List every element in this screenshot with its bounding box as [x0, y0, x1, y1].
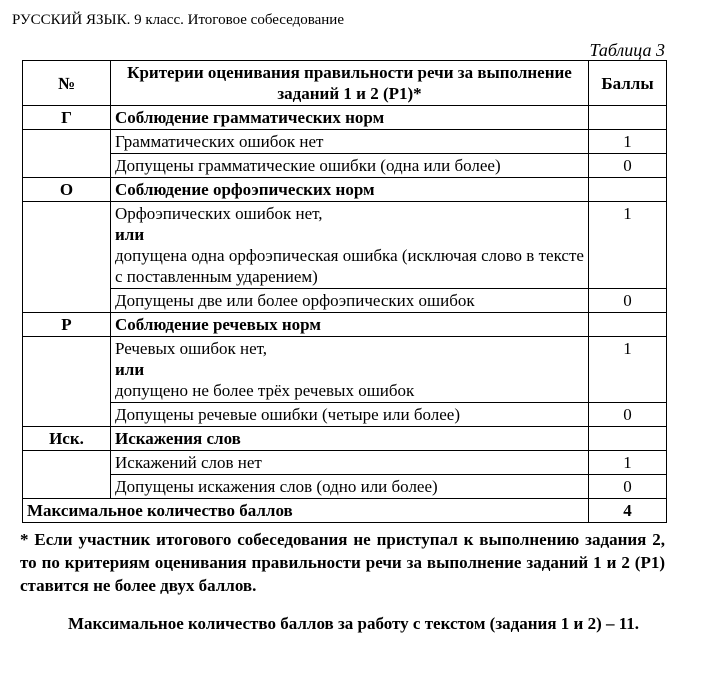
section-code: Иск. [23, 427, 111, 451]
criterion-line: Допущены грамматические ошибки (одна или более) [115, 156, 501, 175]
criterion-row [23, 289, 667, 313]
section-points-empty [589, 178, 667, 202]
section-title: Соблюдение орфоэпических норм [111, 178, 589, 202]
criterion-text [111, 475, 589, 499]
max-score-row [23, 499, 667, 523]
code-spacer [23, 202, 111, 313]
code-spacer [23, 451, 111, 499]
criterion-points: 1 [589, 337, 667, 403]
criterion-row [23, 202, 667, 289]
criterion-text [111, 130, 589, 154]
criterion-points: 0 [589, 403, 667, 427]
criterion-row [23, 130, 667, 154]
criterion-row [23, 403, 667, 427]
criterion-line-or: или [115, 225, 145, 244]
criterion-points: 1 [589, 451, 667, 475]
section-points-empty [589, 106, 667, 130]
criterion-row [23, 337, 667, 403]
section-points-empty [589, 313, 667, 337]
criterion-line: Искажений слов нет [115, 453, 262, 472]
criterion-line: Речевых ошибок нет, [115, 339, 268, 358]
section-code: О [23, 178, 111, 202]
section-row-speech [23, 313, 667, 337]
section-row-distortion [23, 427, 667, 451]
section-title: Искажения слов [111, 427, 589, 451]
criterion-line: Грамматических ошибок нет [115, 132, 324, 151]
criterion-line: Орфоэпических ошибок нет, [115, 204, 323, 223]
criterion-text [111, 289, 589, 313]
summary-text: Максимальное количество баллов за работу с текстом (задания 1 и 2) – 11. [68, 614, 640, 633]
max-score-label: Максимальное количество баллов [23, 499, 589, 523]
criterion-line: Допущены речевые ошибки (четыре или более) [115, 405, 460, 424]
criterion-line: Допущены искажения слов (одно или более) [115, 477, 438, 496]
criterion-row [23, 451, 667, 475]
criterion-line: допущено не более трёх речевых ошибок [115, 381, 415, 400]
criterion-text [111, 202, 589, 289]
criterion-text [111, 337, 589, 403]
criterion-points: 0 [589, 154, 667, 178]
table-header-row [23, 61, 667, 106]
criterion-points: 0 [589, 289, 667, 313]
column-header-number: № [23, 61, 111, 106]
criterion-text [111, 451, 589, 475]
criterion-line: допущена одна орфоэпическая ошибка (исключая слово в тексте с поставленным ударением) [115, 246, 584, 286]
criterion-line-or: или [115, 360, 145, 379]
criterion-row [23, 475, 667, 499]
section-row-grammar [23, 106, 667, 130]
section-title: Соблюдение речевых норм [111, 313, 589, 337]
column-header-criteria: Критерии оценивания правильности речи за выполнение заданий 1 и 2 (Р1)* [111, 61, 589, 106]
column-header-points: Баллы [589, 61, 667, 106]
criterion-points: 0 [589, 475, 667, 499]
criterion-row [23, 154, 667, 178]
code-spacer [23, 337, 111, 427]
criterion-text [111, 154, 589, 178]
section-code: Г [23, 106, 111, 130]
table-caption: Таблица 3 [589, 40, 665, 60]
code-spacer [23, 130, 111, 178]
document-header: РУССКИЙ ЯЗЫК. 9 класс. Итоговое собеседование [12, 12, 344, 28]
section-row-orthoepy [23, 178, 667, 202]
max-score-value: 4 [589, 499, 667, 523]
criterion-points: 1 [589, 202, 667, 289]
footnote: * Если участник итогового собеседования не приступал к выполнению задания 2, то по критериям оценивания правильности речи за выполнение заданий 1 и 2 (Р1) ставится не более двух баллов. [20, 530, 665, 595]
section-code: Р [23, 313, 111, 337]
section-points-empty [589, 427, 667, 451]
section-title: Соблюдение грамматических норм [111, 106, 589, 130]
criterion-points: 1 [589, 130, 667, 154]
criterion-line: Допущены две или более орфоэпических ошибок [115, 291, 475, 310]
criterion-text [111, 403, 589, 427]
criteria-table [22, 60, 667, 523]
